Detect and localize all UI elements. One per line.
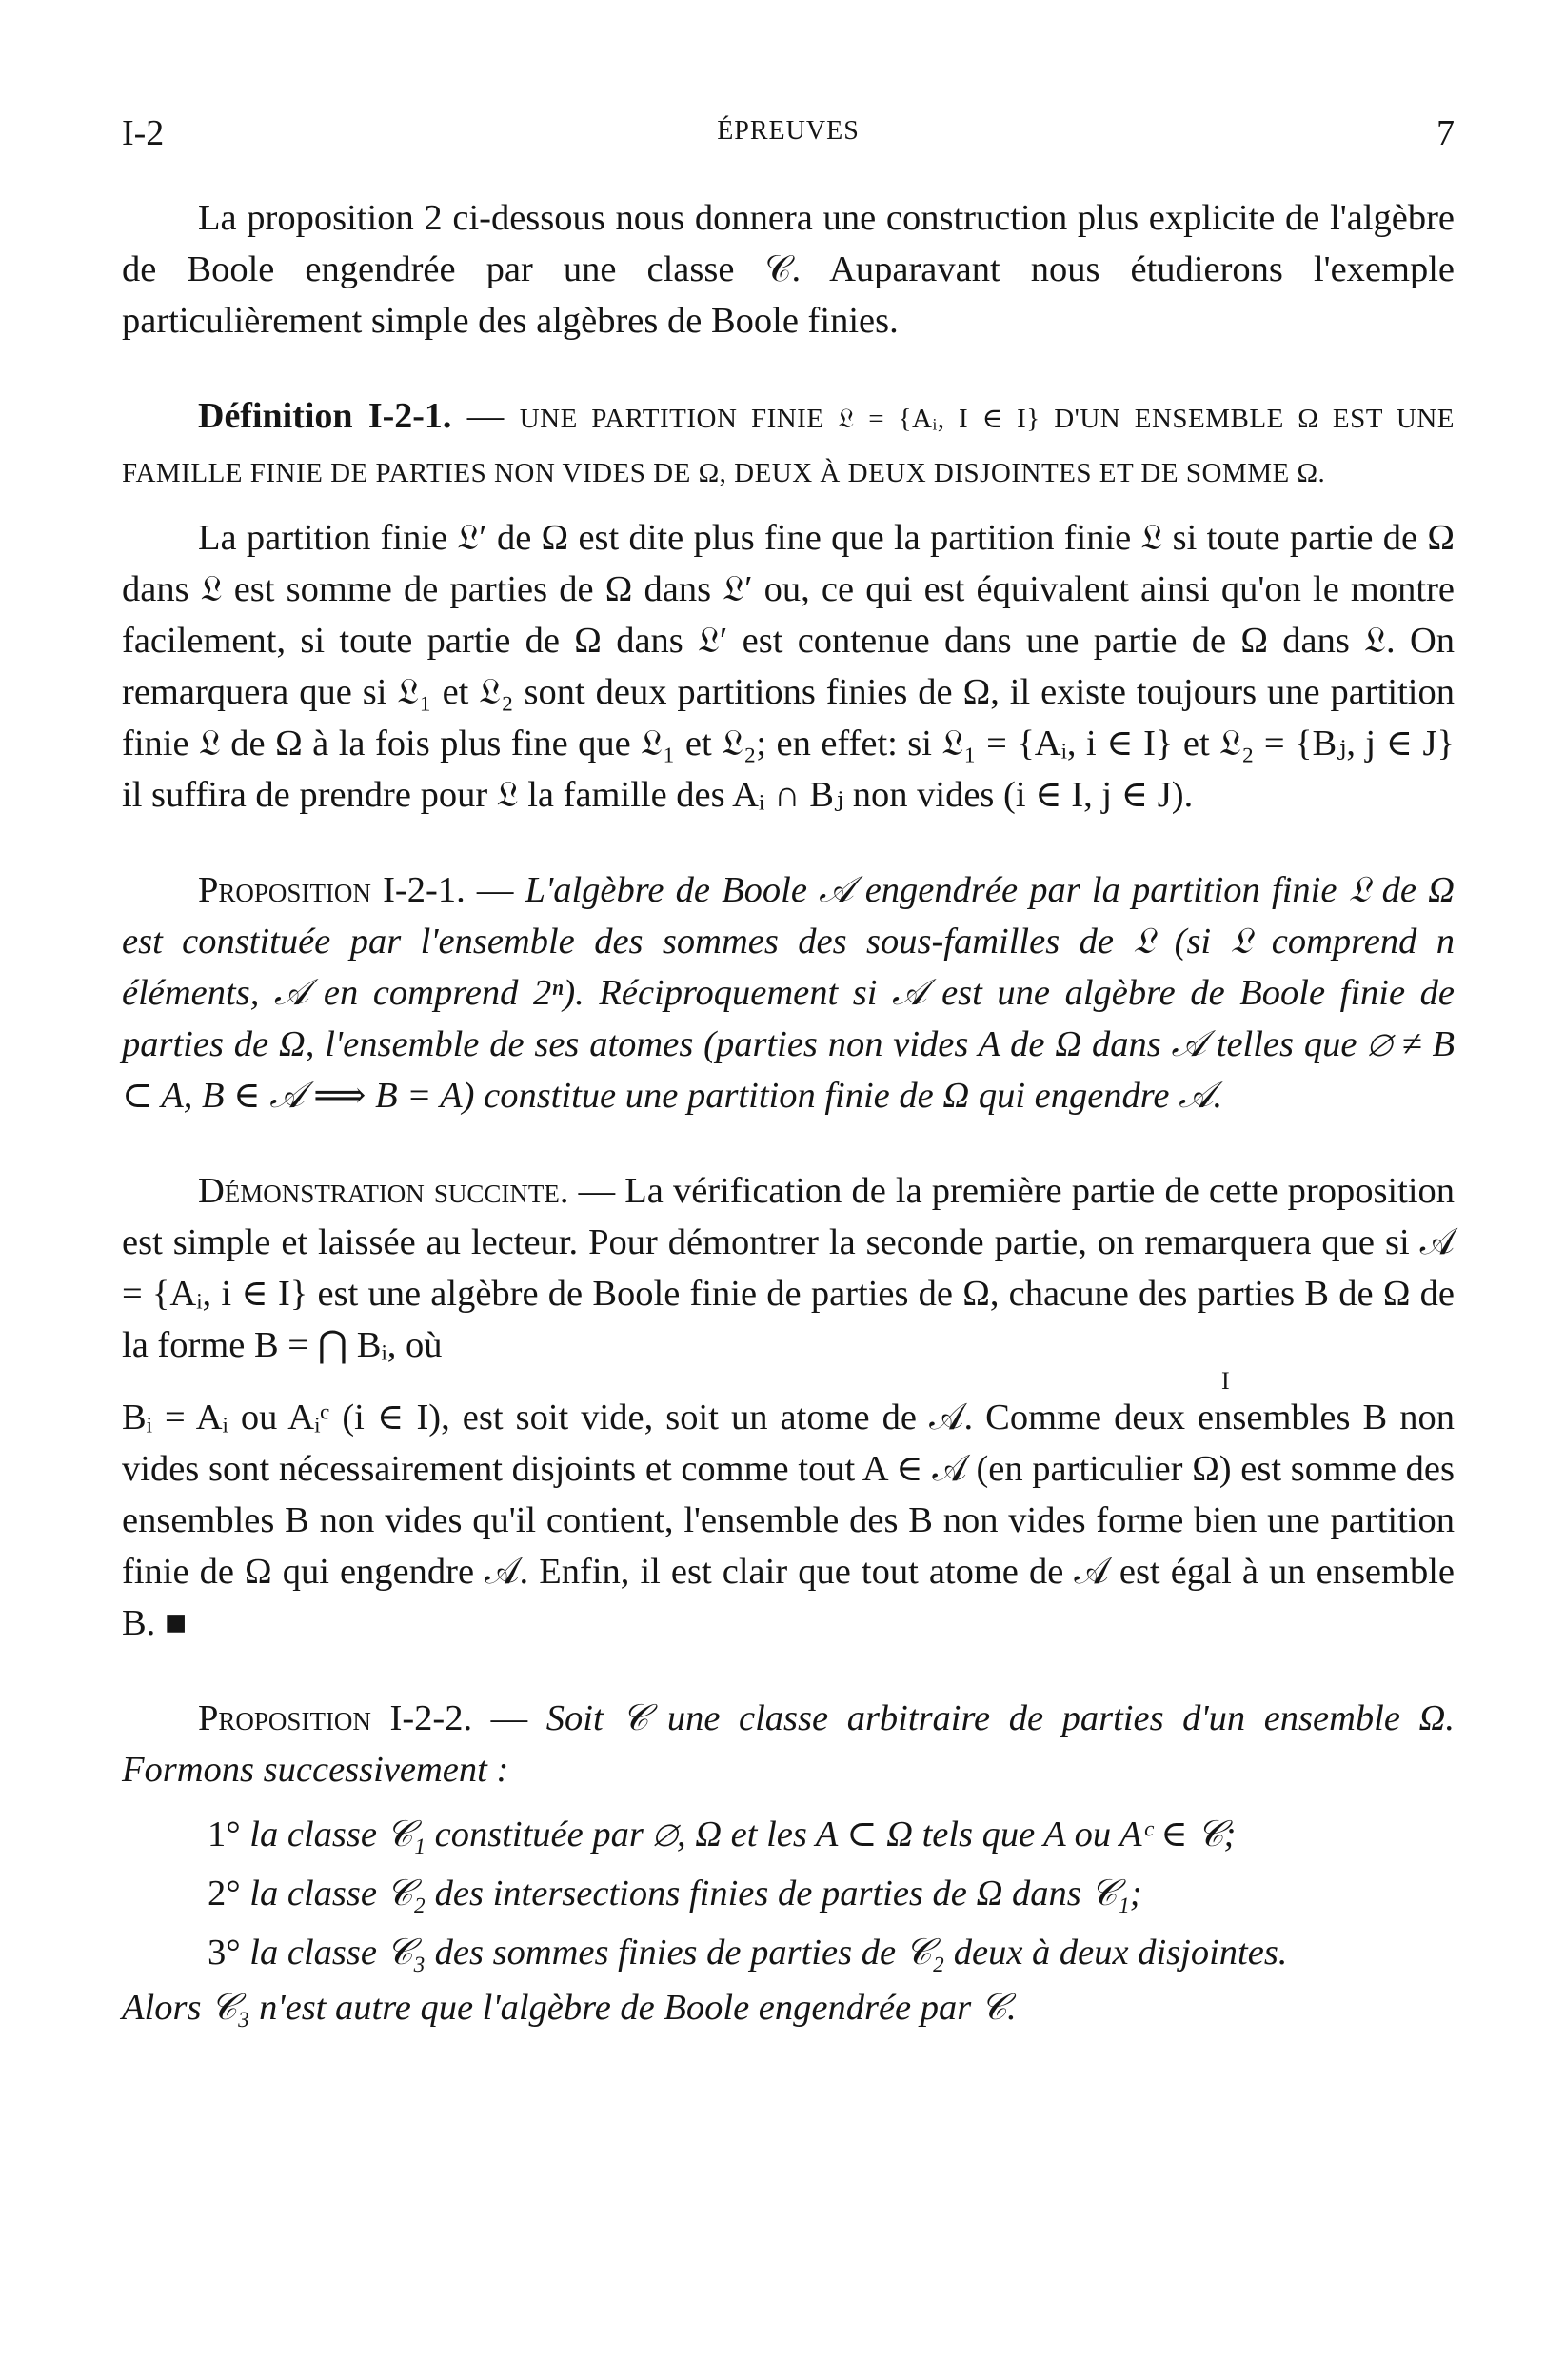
- definition-text: UNE PARTITION FINIE 𝔏 = {Aᵢ, I ∈ I} D'UN ENSEMBLE Ω EST UNE FAMILLE FINIE DE PARTIES NON VIDES DE Ω, DEUX À DEUX DISJOINTES ET DE SOMME Ω.: [122, 404, 1456, 488]
- qed-mark: ■: [164, 1603, 188, 1643]
- list-item-text: la classe 𝒞₃ des sommes finies de parties de 𝒞₂ deux à deux disjointes.: [249, 1933, 1288, 1973]
- list-item-number: 2°: [208, 1874, 241, 1914]
- running-title: ÉPREUVES: [717, 116, 860, 146]
- proposition-2: [122, 1693, 1455, 1795]
- section-label: I-2: [122, 113, 165, 153]
- proposition-2-conclusion: Alors 𝒞₃ n'est autre que l'algèbre de Boole engendrée par 𝒞.: [122, 1988, 1017, 2028]
- list-item-text: la classe 𝒞₁ constituée par ∅, Ω et les A ⊂ Ω tels que A ou Aᶜ ∈ 𝒞;: [249, 1815, 1237, 1854]
- list-item-text: la classe 𝒞₂ des intersections finies de parties de Ω dans 𝒞₁;: [249, 1874, 1142, 1914]
- list-item: [122, 1864, 1455, 1923]
- proposition-2-dash: —: [472, 1698, 546, 1738]
- proposition-1-dash: —: [465, 870, 525, 910]
- intro-paragraph: La proposition 2 ci-dessous nous donnera une construction plus explicite de l'algèbre de Boole engendrée par une classe 𝒞. Auparavant nous étudierons l'exemple particulièrement simple des algèbres de Boole finies.: [122, 198, 1455, 341]
- demonstration-dash: —: [568, 1171, 625, 1211]
- definition-label: Définition I-2-1.: [198, 396, 452, 436]
- proposition-1-label: Proposition I-2-1.: [198, 870, 466, 910]
- book-page: [122, 112, 1455, 2033]
- list-item-number: 3°: [208, 1933, 241, 1973]
- page-number: 7: [1436, 113, 1455, 153]
- proposition-2-label: Proposition I-2-2.: [198, 1698, 473, 1738]
- intersection-index: I: [1221, 1367, 1230, 1395]
- definition-block: [122, 390, 1455, 499]
- demonstration-part-2: [122, 1392, 1455, 1649]
- demonstration-text-1: La vérification de la première partie de cette proposition est simple et laissée au lecteur. Pour démontrer la seconde partie, on remarquera que si 𝒜 = {Aᵢ, i ∈ I} est une algèbre de Boole finie de parties de Ω, chacune des parties B de Ω de la forme B = ⋂ Bᵢ, où: [122, 1171, 1456, 1365]
- demonstration-label: Démonstration succinte.: [198, 1171, 569, 1211]
- demonstration-part-1: [122, 1165, 1455, 1371]
- list-item: [122, 1805, 1455, 1864]
- definition-dash: —: [451, 396, 520, 436]
- finer-partition-paragraph: La partition finie 𝔏′ de Ω est dite plus fine que la partition finie 𝔏 si toute partie de Ω dans 𝔏 est somme de parties de Ω dans 𝔏′ ou, ce qui est équivalent ainsi qu'on le montre facilement, si toute partie de Ω dans 𝔏′ est contenue dans une partie de Ω dans 𝔏. On remarquera que si 𝔏₁ et 𝔏₂ sont deux partitions finies de Ω, il existe toujours une partition finie 𝔏 de Ω à la fois plus fine que 𝔏₁ et 𝔏₂; en effet: si 𝔏₁ = {Aᵢ, i ∈ I} et 𝔏₂ = {Bⱼ, j ∈ J} il suffira de prendre pour 𝔏 la famille des Aᵢ ∩ Bⱼ non vides (i ∈ I, j ∈ J).: [122, 518, 1455, 815]
- list-item-number: 1°: [208, 1815, 241, 1854]
- proposition-1-text: L'algèbre de Boole 𝒜 engendrée par la partition finie 𝔏 de Ω est constituée par l'ensemble des sommes des sous-familles de 𝔏 (si 𝔏 comprend n éléments, 𝒜 en comprend 2ⁿ). Réciproquement si 𝒜 est une algèbre de Boole finie de parties de Ω, l'ensemble de ses atomes (parties non vides A de Ω dans 𝒜 telles que ∅ ≠ B ⊂ A, B ∈ 𝒜 ⟹ B = A) constitue une partition finie de Ω qui engendre 𝒜.: [122, 870, 1455, 1116]
- proposition-1: [122, 864, 1455, 1121]
- demonstration-text-2: Bᵢ = Aᵢ ou Aᵢᶜ (i ∈ I), est soit vide, soit un atome de 𝒜. Comme deux ensembles B non vides sont nécessairement disjoints et comme tout A ∈ 𝒜 (en particulier Ω) est somme des ensembles B non vides qu'il contient, l'ensemble des B non vides forme bien une partition finie de Ω qui engendre 𝒜. Enfin, il est clair que tout atome de 𝒜 est égal à un ensemble B.: [122, 1398, 1455, 1643]
- running-header: [122, 112, 1455, 169]
- proposition-2-text: Soit 𝒞 une classe arbitraire de parties d'un ensemble Ω. Formons successivement :: [122, 1698, 1455, 1790]
- list-item: [122, 1923, 1455, 1982]
